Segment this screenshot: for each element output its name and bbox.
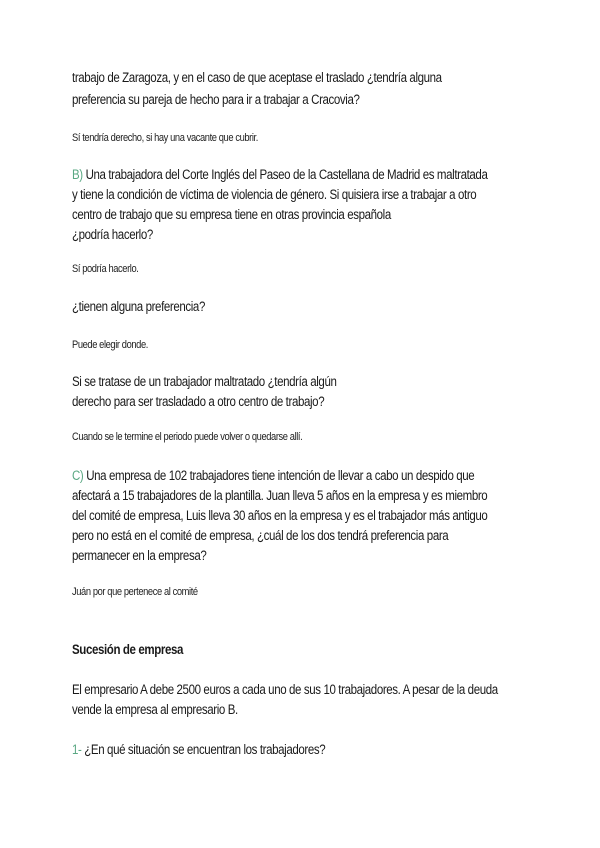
section-c-label: C) [72,468,84,483]
section-c-line-4: pero no está en el comité de empresa, ¿cuál de los dos tendrá preferencia para [72,528,449,543]
section-c-line-2: afectará a 15 trabajadores de la plantilla. Juan lleva 5 años en la empresa y es miembro [72,488,488,503]
intro-line-2: preferencia su pareja de hecho para ir a trabajar a Cracovia? [72,92,360,107]
section-b-line-1 [72,167,487,182]
section-b-answer-1: Sí podría hacerlo. [72,263,139,275]
section-c-line-5: permanecer en la empresa? [72,548,207,563]
section-b-answer-3: Cuando se le termine el periodo puede volver o quedarse allí. [72,431,303,443]
section-b-line-1-text: Una trabajadora del Corte Inglés del Paseo de la Castellana de Madrid es maltratada [82,167,488,182]
sucesion-paragraph-line-2: vende la empresa al empresario B. [72,702,238,717]
sucesion-question-1-label: 1- [72,742,82,757]
section-c-line-3: del comité de empresa, Luis lleva 30 años en la empresa y es el trabajador más antiguo [72,508,488,523]
section-b-question-3-line-1: Si se tratase de un trabajador maltratado ¿tendría algún [72,374,337,389]
section-b-question-2: ¿tienen alguna preferencia? [72,299,205,314]
intro-line-1: trabajo de Zaragoza, y en el caso de que aceptase el traslado ¿tendría alguna [72,70,442,85]
section-b-answer-2: Puede elegir donde. [72,339,148,351]
section-b-line-3: centro de trabajo que su empresa tiene en otras provincia española [72,207,391,222]
section-c-line-1-text: Una empresa de 102 trabajadores tiene intención de llevar a cabo un despido que [83,468,475,483]
sucesion-heading: Sucesión de empresa [72,642,184,657]
section-c-line-1 [72,468,474,483]
sucesion-question-1-text: ¿En qué situación se encuentran los trabajadores? [81,742,326,757]
section-c-answer: Juán por que pertenece al comité [72,586,198,598]
intro-answer: Sí tendría derecho, si hay una vacante que cubrir. [72,132,258,144]
section-b-label: B) [72,167,83,182]
section-b-question-3-line-2: derecho para ser trasladado a otro centro de trabajo? [72,394,325,409]
sucesion-paragraph-line-1: El empresario A debe 2500 euros a cada uno de sus 10 trabajadores. A pesar de la deuda [72,682,498,697]
section-b-line-4: ¿podría hacerlo? [72,227,153,242]
section-b-line-2: y tiene la condición de víctima de violencia de género. Si quisiera irse a trabajar a otro [72,187,477,202]
sucesion-question-1 [72,742,325,757]
